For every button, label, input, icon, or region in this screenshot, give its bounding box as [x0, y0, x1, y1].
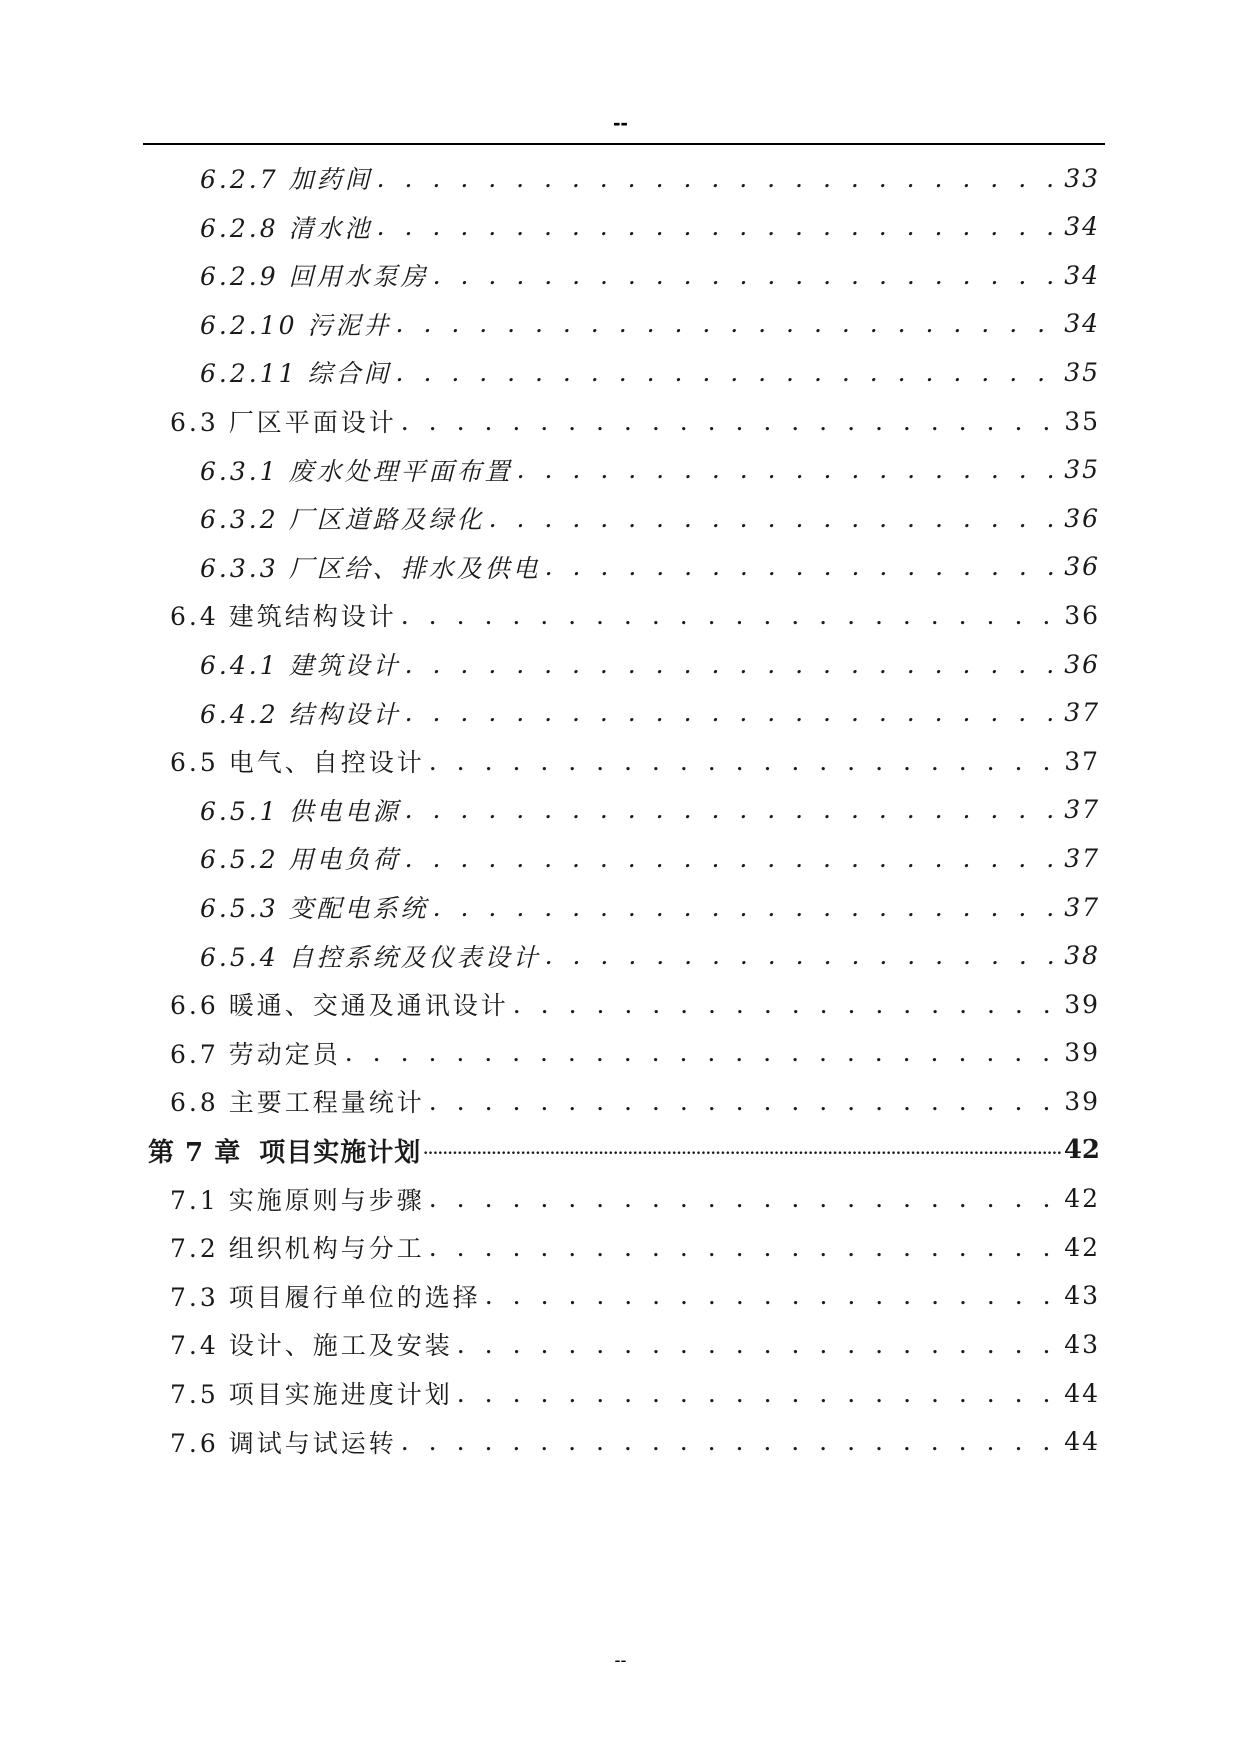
toc-dot-leader [433, 893, 1059, 922]
toc-entry[interactable] [170, 1176, 1100, 1222]
toc-entry[interactable] [170, 1419, 1100, 1465]
toc-entry-title: 厂区给、排水及供电 [288, 553, 541, 583]
header-divider [143, 143, 1105, 145]
toc-dot-leader [433, 261, 1059, 290]
toc-dot-leader [405, 844, 1059, 873]
toc-entry-number: 6.3.2 [200, 505, 279, 535]
toc-entry-label [200, 792, 401, 828]
toc-entry-label [200, 160, 373, 196]
toc-entry-title: 厂区平面设计 [228, 408, 397, 437]
toc-entry[interactable] [200, 884, 1100, 930]
toc-entry-title: 厂区道路及绿化 [288, 505, 485, 535]
toc-dot-leader [377, 212, 1059, 241]
toc-entry-label [170, 1229, 425, 1265]
toc-entry[interactable] [200, 204, 1100, 250]
toc-entry-number: 7.5 [170, 1380, 219, 1409]
toc-entry-page-number: 44 [1064, 1378, 1100, 1408]
toc-entry[interactable] [200, 349, 1100, 395]
toc-entry-page-number: 35 [1064, 357, 1100, 387]
toc-entry-page-number: 36 [1064, 600, 1100, 630]
toc-entry-page-number: 39 [1064, 989, 1100, 1019]
toc-entry-number: 6.5.1 [200, 796, 279, 826]
toc-entry-title: 清水池 [288, 213, 373, 243]
toc-dot-leader [396, 309, 1059, 338]
toc-entry[interactable] [170, 738, 1100, 784]
toc-entry-label [200, 257, 429, 293]
toc-entry-number: 6.2.8 [200, 213, 279, 243]
toc-entry-page-number: 42 [1064, 1184, 1100, 1214]
toc-entry[interactable] [200, 495, 1100, 541]
toc-entry-label [170, 986, 509, 1022]
toc-entry-label [170, 1035, 341, 1071]
toc-entry-title: 污泥井 [307, 310, 392, 340]
toc-entry-number: 6.3.3 [200, 553, 279, 583]
toc-dot-leader [401, 407, 1058, 436]
toc-entry-page-number: 37 [1064, 892, 1100, 922]
toc-entry-title: 加药间 [288, 165, 373, 194]
toc-entry[interactable] [148, 1127, 1100, 1173]
toc-entry-label [200, 840, 401, 876]
toc-dot-leader [545, 552, 1059, 581]
toc-entry-page-number: 37 [1064, 843, 1100, 873]
toc-entry-page-number: 38 [1064, 941, 1100, 971]
toc-dot-leader [457, 1330, 1058, 1359]
toc-entry-label [200, 889, 429, 925]
toc-entry-number: 6.5.4 [200, 942, 279, 972]
toc-entry[interactable] [200, 544, 1100, 590]
toc-entry-number: 6.2.9 [200, 262, 279, 292]
toc-entry-label [200, 549, 541, 585]
toc-dot-leader [405, 698, 1059, 727]
toc-entry[interactable] [200, 301, 1100, 347]
toc-entry-number: 6.2.11 [200, 359, 298, 389]
toc-entry-title: 废水处理平面布置 [288, 456, 513, 486]
toc-dot-leader [429, 1233, 1058, 1262]
toc-entry[interactable] [200, 835, 1100, 881]
toc-entry[interactable] [200, 155, 1100, 201]
toc-entry-number: 6.5.2 [200, 845, 279, 875]
toc-entry-label [200, 646, 401, 682]
toc-entry-title: 实施原则与步骤 [228, 1185, 425, 1215]
toc-entry-title: 回用水泵房 [288, 262, 429, 292]
page-footer-mark: -- [614, 1650, 627, 1670]
toc-entry-label [200, 306, 392, 342]
toc-entry-page-number: 35 [1064, 406, 1100, 436]
toc-entry-number: 7.2 [170, 1234, 219, 1264]
toc-entry-page-number: 44 [1064, 1427, 1100, 1457]
toc-entry-page-number: 39 [1064, 1086, 1100, 1116]
toc-entry-number: 6.2.10 [200, 310, 298, 340]
toc-entry-label [170, 403, 397, 439]
toc-entry-label [200, 209, 373, 245]
toc-entry-number: 6.4 [170, 602, 219, 632]
toc-dot-leader [429, 1087, 1058, 1116]
toc-entry-label [170, 1424, 397, 1460]
toc-dot-leader [405, 650, 1059, 679]
toc-entry[interactable] [200, 690, 1100, 736]
toc-entry-label [170, 597, 397, 633]
toc-entry-number: 6.3.1 [200, 456, 279, 486]
toc-entry-page-number: 36 [1064, 503, 1100, 533]
toc-entry-title: 变配电系统 [288, 894, 429, 923]
toc-dot-leader [517, 455, 1059, 484]
toc-entry-page-number: 43 [1064, 1281, 1100, 1311]
toc-dot-leader [396, 358, 1059, 387]
toc-entry-title: 调试与试运转 [228, 1428, 397, 1458]
toc-entry-title: 结构设计 [288, 699, 401, 729]
toc-entry-title: 组织机构与分工 [228, 1234, 425, 1264]
toc-entry-page-number: 34 [1064, 309, 1100, 339]
toc-entry[interactable] [170, 1030, 1100, 1076]
toc-entry-page-number: 43 [1064, 1329, 1100, 1359]
toc-dot-leader [513, 990, 1058, 1019]
toc-entry-title: 设计、施工及安装 [228, 1331, 453, 1361]
toc-entry-page-number: 37 [1064, 746, 1100, 776]
toc-dot-leader [423, 1142, 1062, 1158]
toc-entry-label [200, 354, 392, 390]
toc-dot-leader [405, 795, 1059, 824]
toc-entry-title: 劳动定员 [228, 1039, 341, 1069]
toc-entry-number: 6.4.2 [200, 699, 279, 729]
toc-entry-title: 项目履行单位的选择 [228, 1282, 481, 1312]
toc-entry-number: 第 7 章 [148, 1137, 242, 1168]
toc-entry[interactable] [170, 1078, 1100, 1124]
toc-entry-page-number: 35 [1064, 455, 1100, 485]
toc-entry-number: 6.4.1 [200, 651, 279, 680]
toc-entry-page-number: 36 [1064, 649, 1100, 679]
toc-dot-leader [489, 504, 1059, 533]
toc-entry-label [170, 1181, 425, 1217]
toc-entry-number: 7.6 [170, 1428, 219, 1458]
toc-entry-label [148, 1132, 421, 1169]
toc-dot-leader [545, 941, 1059, 970]
toc-entry-page-number: 36 [1064, 552, 1100, 582]
toc-entry-number: 6.2.7 [200, 165, 279, 194]
toc-entry-label [200, 500, 485, 536]
toc-entry-page-number: 34 [1064, 212, 1100, 242]
toc-entry-page-number: 33 [1064, 163, 1100, 193]
toc-entry-title: 建筑结构设计 [228, 602, 397, 632]
toc-entry-number: 6.7 [170, 1039, 219, 1069]
toc-entry[interactable] [200, 252, 1100, 298]
toc-entry[interactable] [200, 447, 1100, 493]
toc-entry-number: 6.5.3 [200, 894, 279, 923]
toc-entry-title: 建筑设计 [288, 651, 401, 680]
toc-dot-leader [345, 1038, 1058, 1067]
toc-entry[interactable] [170, 592, 1100, 638]
toc-entry-number: 7.1 [170, 1185, 219, 1215]
toc-entry-number: 6.6 [170, 991, 219, 1021]
toc-dot-leader [401, 1427, 1058, 1456]
toc-dot-leader [429, 1184, 1058, 1213]
toc-entry-page-number: 39 [1064, 1038, 1100, 1068]
toc-dot-leader [485, 1281, 1058, 1310]
toc-entry-label [200, 695, 401, 731]
toc-dot-leader [457, 1379, 1058, 1408]
toc-entry-label [170, 1326, 453, 1362]
toc-entry[interactable] [200, 933, 1100, 979]
toc-dot-leader [401, 601, 1058, 630]
toc-entry-number: 6.8 [170, 1088, 219, 1118]
toc-entry-title: 综合间 [307, 359, 392, 389]
toc-entry-label [170, 743, 425, 779]
toc-entry[interactable] [170, 398, 1100, 444]
toc-entry-title: 自控系统及仪表设计 [288, 942, 541, 972]
toc-dot-leader [377, 164, 1059, 193]
toc-entry-page-number: 37 [1064, 698, 1100, 728]
toc-entry-title: 项目实施进度计划 [228, 1380, 453, 1409]
page-header-mark: -- [613, 110, 628, 135]
toc-entry-label [170, 1278, 481, 1314]
toc-entry-title: 项目实施计划 [259, 1137, 422, 1168]
toc-entry-page-number: 42 [1064, 1232, 1100, 1262]
toc-entry-page-number: 37 [1064, 795, 1100, 825]
toc-entry-label [170, 1083, 425, 1119]
toc-entry[interactable] [200, 787, 1100, 833]
toc-entry-title: 电气、自控设计 [228, 748, 425, 778]
toc-entry-title: 用电负荷 [288, 845, 401, 875]
toc-entry[interactable] [170, 1273, 1100, 1319]
toc-entry-number: 6.5 [170, 748, 219, 778]
toc-entry-title: 主要工程量统计 [228, 1088, 425, 1118]
toc-entry[interactable] [170, 1321, 1100, 1367]
toc-entry-number: 7.4 [170, 1331, 219, 1361]
toc-entry-title: 暖通、交通及通讯设计 [228, 991, 509, 1021]
toc-entry-label [200, 938, 541, 974]
toc-entry-label [170, 1375, 453, 1411]
toc-dot-leader [429, 747, 1058, 776]
toc-entry[interactable] [170, 1370, 1100, 1416]
toc-entry-number: 7.3 [170, 1282, 219, 1312]
toc-entry-title: 供电电源 [288, 796, 401, 826]
toc-entry-label [200, 452, 513, 488]
toc-entry[interactable] [170, 1224, 1100, 1270]
toc-entry-page-number: 34 [1064, 260, 1100, 290]
toc-entry[interactable] [170, 981, 1100, 1027]
toc-entry-number: 6.3 [170, 408, 219, 437]
toc-entry-page-number: 42 [1063, 1135, 1100, 1165]
toc-entry[interactable] [200, 641, 1100, 687]
